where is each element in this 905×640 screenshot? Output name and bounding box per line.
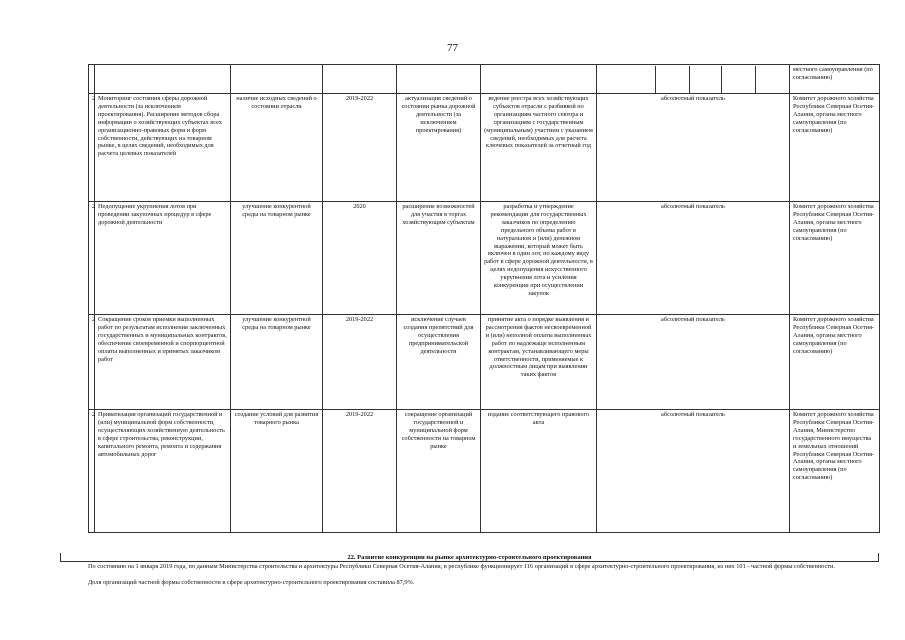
value-subcolumns xyxy=(597,65,789,93)
activity-cell: Приватизация организаций государственной и (или) муниципальной форм собственности, осуществляющих хозяйственную деятельность в сфере строительства, реконструкции, капитального ремонта, ремонта и содержания автомобильных дорог xyxy=(95,410,231,533)
problem-cell xyxy=(231,65,323,94)
responsible-cell: местного самоуправления (по согласованию) xyxy=(790,65,880,94)
table-row xyxy=(89,65,880,94)
responsible-cell: Комитет дорожного хозяйства Республики Северная Осетия-Алания, органы местного самоуправления (по согласованию) xyxy=(790,315,880,410)
period-cell: 2019-2022 xyxy=(323,315,397,410)
period-cell: 2019-2022 xyxy=(323,410,397,533)
result-cell: исключение случаев создания препятствий для осуществления предпринимательской деятельности xyxy=(397,315,481,410)
result-cell: актуализация сведений о состоянии рынка дорожной деятельности (за исключением проектирования) xyxy=(397,94,481,202)
indicator-cell: разработка и утверждение рекомендации для государственных заказчиков по определению предельного объема работ в натуральном и (или) денежном выражении, который может быть включен в один лот, по каждому виду работ в сфере дорожной деятельности, в целях недопущения искусственного укрупнения лота и усиления конкуренции при осуществлении закупок xyxy=(481,202,597,315)
indicator-cell xyxy=(481,65,597,94)
table-row xyxy=(89,202,880,315)
indicator-cell: ведение реестра всех хозяйствующих субъектов отрасли с разбивкой по организациям частного сектора и организациям с государственным (муниципальным) участием с указанием сведений, необходимых для расчета ключевых показателей за отчетный год xyxy=(481,94,597,202)
problem-cell: наличие исходных сведений о состоянии отрасли xyxy=(231,94,323,202)
indicator-cell: издание соответствующего правового акта xyxy=(481,410,597,533)
indicator-cell: принятие акта о порядке выявления и рассмотрения фактов несвоевременной и (или) неполной оплаты выполненных работ по надлежаще исполненным контрактам, устанавливающего меры ответственности, применяемые к должностным лицам при выявлении таких фактов xyxy=(481,315,597,410)
problem-cell: создание условий для развития товарного рынка xyxy=(231,410,323,533)
result-cell: сокращение организаций государственной и муниципальной форм собственности на товарном рынке xyxy=(397,410,481,533)
table-row xyxy=(89,94,880,202)
table-row xyxy=(89,315,880,410)
section-paragraph: По состоянию на 1 января 2019 года, по данным Министерства строительства и архитектуры Республики Северная Осетия-Алания, в республике функционирует 116 организаций в сфере архитектурно-строительного проектирования, из них 101 - частной формы собственности. xyxy=(88,563,835,570)
values-cell: абсолютный показатель xyxy=(597,202,790,315)
values-cell: абсолютный показатель xyxy=(597,315,790,410)
responsible-cell: Комитет дорожного хозяйства Республики Северная Осетия-Алания, органы местного самоуправления (по согласованию) xyxy=(790,94,880,202)
values-cell: абсолютный показатель xyxy=(597,94,790,202)
table-row xyxy=(89,410,880,533)
responsible-cell: Комитет дорожного хозяйства Республики Северная Осетия-Алания, органы местного самоуправления (по согласованию) xyxy=(790,202,880,315)
section-heading: 22. Развитие конкуренции на рынке архитектурно-строительного проектирования xyxy=(60,553,879,562)
activity-cell: Сокращение сроков приемки выполненных работ по результатам исполнения заключенных государственных и муниципальных контрактов, обеспечение своевременной и спорпорцентной оплаты выполненных и принятых заказчиком работ xyxy=(95,315,231,410)
values-cell xyxy=(597,65,790,94)
activity-cell: Недопущение укрупнения лотов при проведении закупочных процедур в сфере дорожной деятельности xyxy=(95,202,231,315)
activity-cell xyxy=(95,65,231,94)
result-cell xyxy=(397,65,481,94)
values-cell: абсолютный показатель xyxy=(597,410,790,533)
period-cell: 2020 xyxy=(323,202,397,315)
activity-cell: Мониторинг состояния сферы дорожной деятельности (за исключением проектирования). Расширение методов сбора информации о хозяйствующих субъектах всех организационно-правовых форм и форм собственности, действующих на товарном рынке, в целях сведений, необходимых для расчета целевых показателей xyxy=(95,94,231,202)
problem-cell: улучшение конкурентной среды на товарном рынке xyxy=(231,315,323,410)
page-number: 77 xyxy=(447,42,458,54)
result-cell: расширение возможностей для участия в торгах хозяйствующим субъектам xyxy=(397,202,481,315)
responsible-cell: Комитет дорожного хозяйства Республики Северная Осетия-Алания, Министерство государственного имущества и земельных отношений Республики Северная Осетия-Алания, органы местного самоуправления (по согласованию) xyxy=(790,410,880,533)
activities-table xyxy=(88,64,880,533)
period-cell: 2019-2022 xyxy=(323,94,397,202)
problem-cell: улучшение конкурентной среды на товарном рынке xyxy=(231,202,323,315)
section-paragraph: Доля организаций частной формы собственности в сфере архитектурно-строительного проектирования составила 87,9%. xyxy=(88,579,415,586)
period-cell xyxy=(323,65,397,94)
